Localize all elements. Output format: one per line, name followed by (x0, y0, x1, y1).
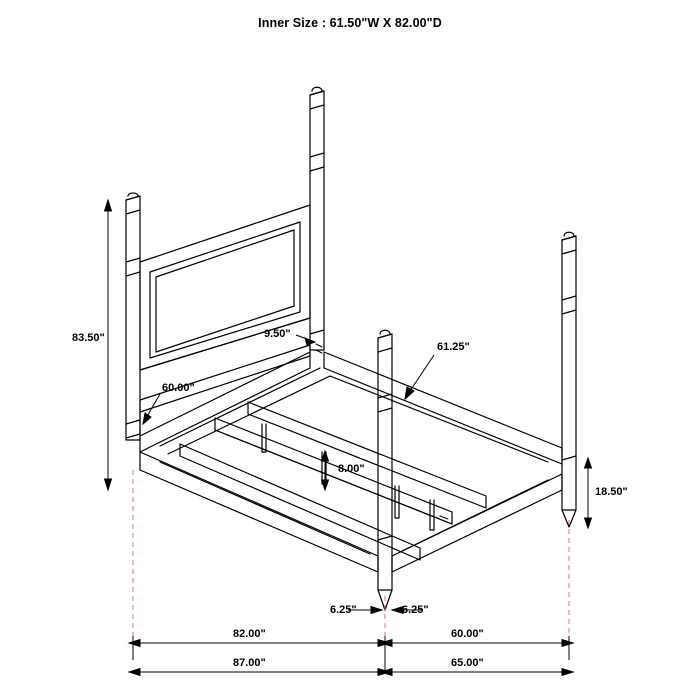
headboard-left-post (126, 193, 140, 440)
dimension-label-footboard-post-height: 18.50" (595, 486, 628, 498)
extension-lines (133, 470, 569, 672)
dimension-label-foot-clearance-left: 6.25" (330, 604, 357, 616)
dimension-label-overall-depth-left: 87.00" (233, 657, 266, 669)
dimension-label-foot-clearance-right: 6.25" (402, 604, 429, 616)
dimension-label-headboard-width: 60.00" (162, 382, 195, 394)
dimension-label-slat-height: 8.00" (338, 463, 365, 475)
frame-hardware-marks (316, 344, 448, 519)
dimension-label-side-rail-length: 61.25" (437, 341, 470, 353)
dimension-label-overall-depth-right: 65.00" (451, 657, 484, 669)
dimension-label-bed-depth-right: 60.00" (451, 628, 484, 640)
dimension-label-headboard-panel-drop: 9.50" (264, 328, 291, 340)
dimension-label-bed-depth-left: 82.00" (233, 628, 266, 640)
bed-frame-rails (140, 352, 562, 572)
page-title: Inner Size : 61.50"W X 82.00"D (258, 16, 442, 30)
footboard-right-post (562, 232, 576, 527)
dimension-label-height-total: 83.50" (72, 332, 105, 344)
headboard-panel (140, 205, 310, 370)
headboard-right-post (310, 87, 324, 350)
